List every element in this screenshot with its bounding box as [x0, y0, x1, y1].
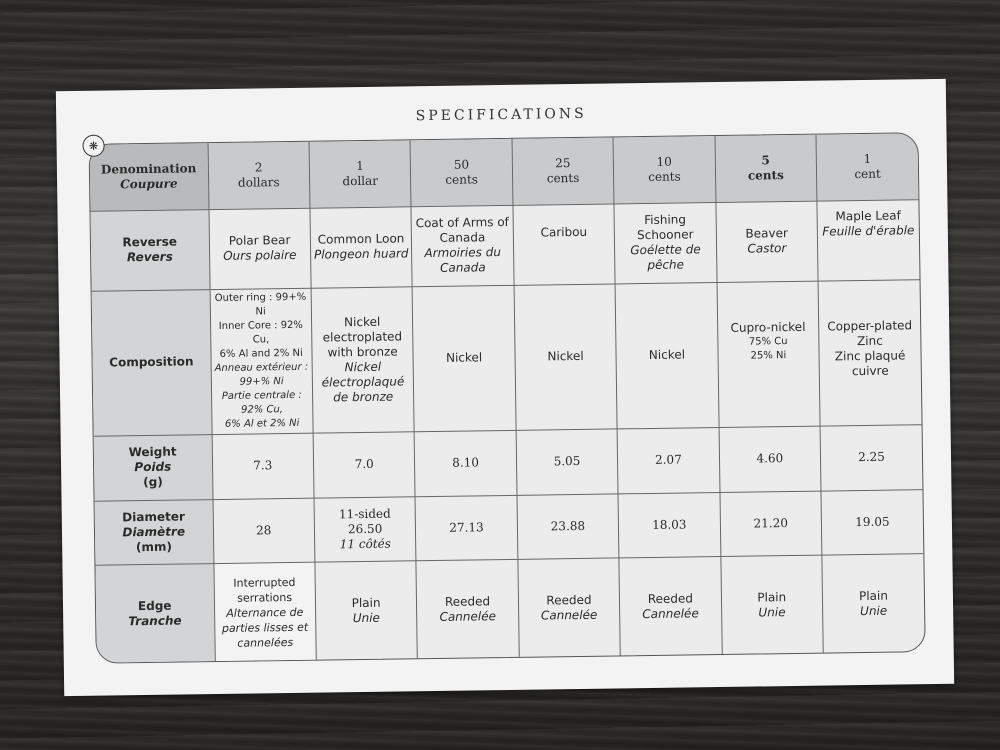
diameter-cell: 21.20: [720, 491, 822, 556]
composition-line: Partie centrale :: [221, 389, 302, 402]
edge-fr: Unie: [860, 603, 888, 619]
reverse-cell: [411, 205, 514, 286]
maple-leaf-icon: ❋: [82, 135, 104, 157]
weight-cell: 8.10: [414, 430, 516, 496]
row-label-diameter: [95, 499, 214, 565]
col-header-5-cents: [715, 135, 817, 202]
weight-cell: 5.05: [516, 428, 618, 494]
edge-fr: Unie: [758, 605, 786, 620]
reverse-fr: Goélette de pêche: [630, 242, 701, 272]
col-header-1-cent: [816, 133, 918, 200]
table-row-reverse: [90, 199, 919, 291]
row-label-composition: Composition: [92, 289, 212, 436]
diameter-cell: 23.88: [517, 493, 619, 558]
edge-cell: [720, 555, 823, 656]
edge-fr: Cannelée: [642, 606, 699, 622]
reverse-en: Coat of Arms of Canada: [415, 214, 509, 245]
col-header-2-dollars: [208, 142, 310, 209]
diameter-cell: 19.05: [821, 489, 923, 554]
composition-line: Inner Core : 92% Cu,: [218, 319, 303, 346]
composition-line: cuivre: [851, 363, 889, 378]
row-label-denomination: [90, 143, 209, 211]
table-row-composition: [92, 279, 922, 436]
amount: 1: [863, 151, 872, 166]
composition-cell-1-dollar: [311, 286, 414, 432]
edge-fr: Unie: [352, 611, 380, 626]
reverse-fr: Castor: [747, 241, 787, 256]
diameter-cell: 18.03: [618, 492, 720, 557]
composition-line: 92% Cu,: [240, 403, 284, 416]
label-en: Diameter: [122, 508, 185, 524]
composition-line: Copper-plated: [827, 317, 913, 333]
edge-cell: [315, 560, 418, 661]
edge-cell: [518, 557, 621, 658]
label-fr: Tranche: [128, 613, 182, 629]
col-header-50-cents: [410, 139, 512, 206]
reverse-en: Common Loon: [317, 231, 405, 247]
composition-cell-5-cents: [717, 281, 820, 427]
row-label-weight: [94, 434, 213, 501]
edge-en: Interrupted serrations: [233, 575, 296, 605]
composition-line: Outer ring : 99+% Ni: [214, 291, 307, 317]
unit: cents: [648, 169, 681, 184]
reverse-en: Caribou: [540, 224, 588, 239]
unit: cent: [854, 166, 881, 181]
edge-cell: [619, 556, 722, 657]
composition-line: Cupro-nickel: [730, 319, 806, 335]
composition-cell-1-cent: [818, 279, 921, 425]
diameter-cell: 28: [213, 498, 315, 563]
reverse-cell: [208, 208, 311, 289]
diameter-line: 26.50: [347, 521, 383, 536]
weight-cell: 7.3: [212, 433, 314, 499]
reverse-cell: [614, 202, 717, 283]
label-en: Denomination: [100, 161, 197, 177]
edge-en: Reeded: [546, 593, 592, 608]
unit: dollar: [342, 173, 379, 188]
amount: 50: [453, 157, 470, 172]
edge-en: Reeded: [444, 594, 491, 610]
reverse-en: Fishing Schooner: [636, 212, 694, 243]
edge-cell: [822, 553, 925, 654]
reverse-fr: Plongeon huard: [313, 246, 409, 262]
col-header-1-dollar: [309, 140, 411, 207]
composition-cell-10-cents: Nickel: [615, 282, 718, 428]
table-row-denomination: [90, 133, 919, 211]
composition-line: 6% Al et 2% Ni: [224, 417, 300, 430]
unit: cents: [546, 170, 580, 186]
edge-en: Plain: [757, 590, 787, 605]
table-row-weight: [94, 424, 923, 501]
composition-line: 99+% Ni: [239, 375, 284, 388]
card-title: SPECIFICATIONS: [415, 105, 587, 125]
specifications-table: [89, 132, 926, 664]
amount: 25: [555, 155, 571, 171]
edge-fr: Alternance de parties lisses et cannelées: [221, 605, 309, 650]
unit: dollars: [237, 174, 280, 190]
edge-cell: [416, 559, 519, 660]
table-row-diameter: [95, 489, 924, 565]
weight-cell: 2.07: [617, 427, 719, 493]
reverse-fr: Ours polaire: [223, 247, 297, 263]
composition-line: Anneau extérieur :: [214, 361, 309, 374]
reverse-fr: Feuille d'érable: [822, 222, 915, 239]
reverse-cell: [310, 206, 413, 287]
reverse-cell: [513, 203, 616, 284]
composition-cell-2-dollars: [210, 288, 313, 434]
composition-cell-50-cents: Nickel: [412, 285, 515, 431]
reverse-en: Maple Leaf: [835, 207, 901, 223]
label-en: Weight: [128, 444, 177, 460]
composition-line: Zinc plaqué: [834, 347, 906, 363]
weight-cell: 2.25: [820, 424, 922, 490]
edge-fr: Cannelée: [439, 609, 497, 625]
amount: 2: [254, 160, 263, 175]
diameter-line: 11-sided: [338, 506, 391, 521]
edge-en: Reeded: [647, 591, 694, 607]
composition-fr: Nickel électroplaqué de bronze: [321, 359, 405, 404]
label-en: Reverse: [122, 234, 178, 250]
specifications-card: [56, 79, 954, 696]
row-label-reverse: [90, 209, 209, 291]
amount: 1: [356, 158, 364, 173]
edge-fr: Cannelée: [540, 607, 598, 623]
label-unit: (g): [143, 474, 163, 490]
diameter-line: 11 côtés: [339, 536, 391, 551]
unit: cents: [445, 172, 478, 187]
composition-line: 75% Cu: [748, 335, 788, 348]
label-fr: Poids: [134, 459, 172, 475]
composition-cell-25-cents: Nickel: [514, 283, 617, 429]
row-label-edge: [95, 563, 214, 664]
table-row-edge: [95, 553, 924, 664]
composition-line: 25% Ni: [750, 349, 787, 362]
label-en: Edge: [137, 598, 172, 614]
col-header-10-cents: [613, 136, 715, 203]
composition-en: Nickel electroplated with bronze: [322, 314, 403, 359]
composition-line: 6% Al and 2% Ni: [219, 347, 303, 360]
edge-en: Plain: [351, 596, 381, 611]
weight-cell: 4.60: [719, 426, 821, 492]
diameter-cell: [314, 496, 416, 561]
weight-cell: 7.0: [313, 431, 415, 497]
edge-en: Plain: [858, 588, 888, 604]
reverse-en: Polar Bear: [228, 232, 291, 248]
composition-line: Zinc: [856, 333, 883, 348]
amount: 5: [761, 153, 770, 168]
label-unit: (mm): [135, 539, 173, 554]
reverse-cell: [716, 201, 819, 282]
label-fr: Coupure: [120, 176, 178, 192]
label-fr: Diamètre: [122, 523, 186, 539]
unit: cents: [747, 167, 784, 183]
reverse-cell: [817, 199, 920, 280]
reverse-en: Beaver: [745, 226, 788, 241]
reverse-fr: Armoiries du Canada: [424, 245, 501, 275]
label-fr: Revers: [126, 249, 173, 265]
edge-cell: [213, 562, 316, 663]
amount: 10: [656, 154, 672, 169]
diameter-cell: 27.13: [415, 495, 517, 560]
col-header-25-cents: [512, 137, 614, 204]
